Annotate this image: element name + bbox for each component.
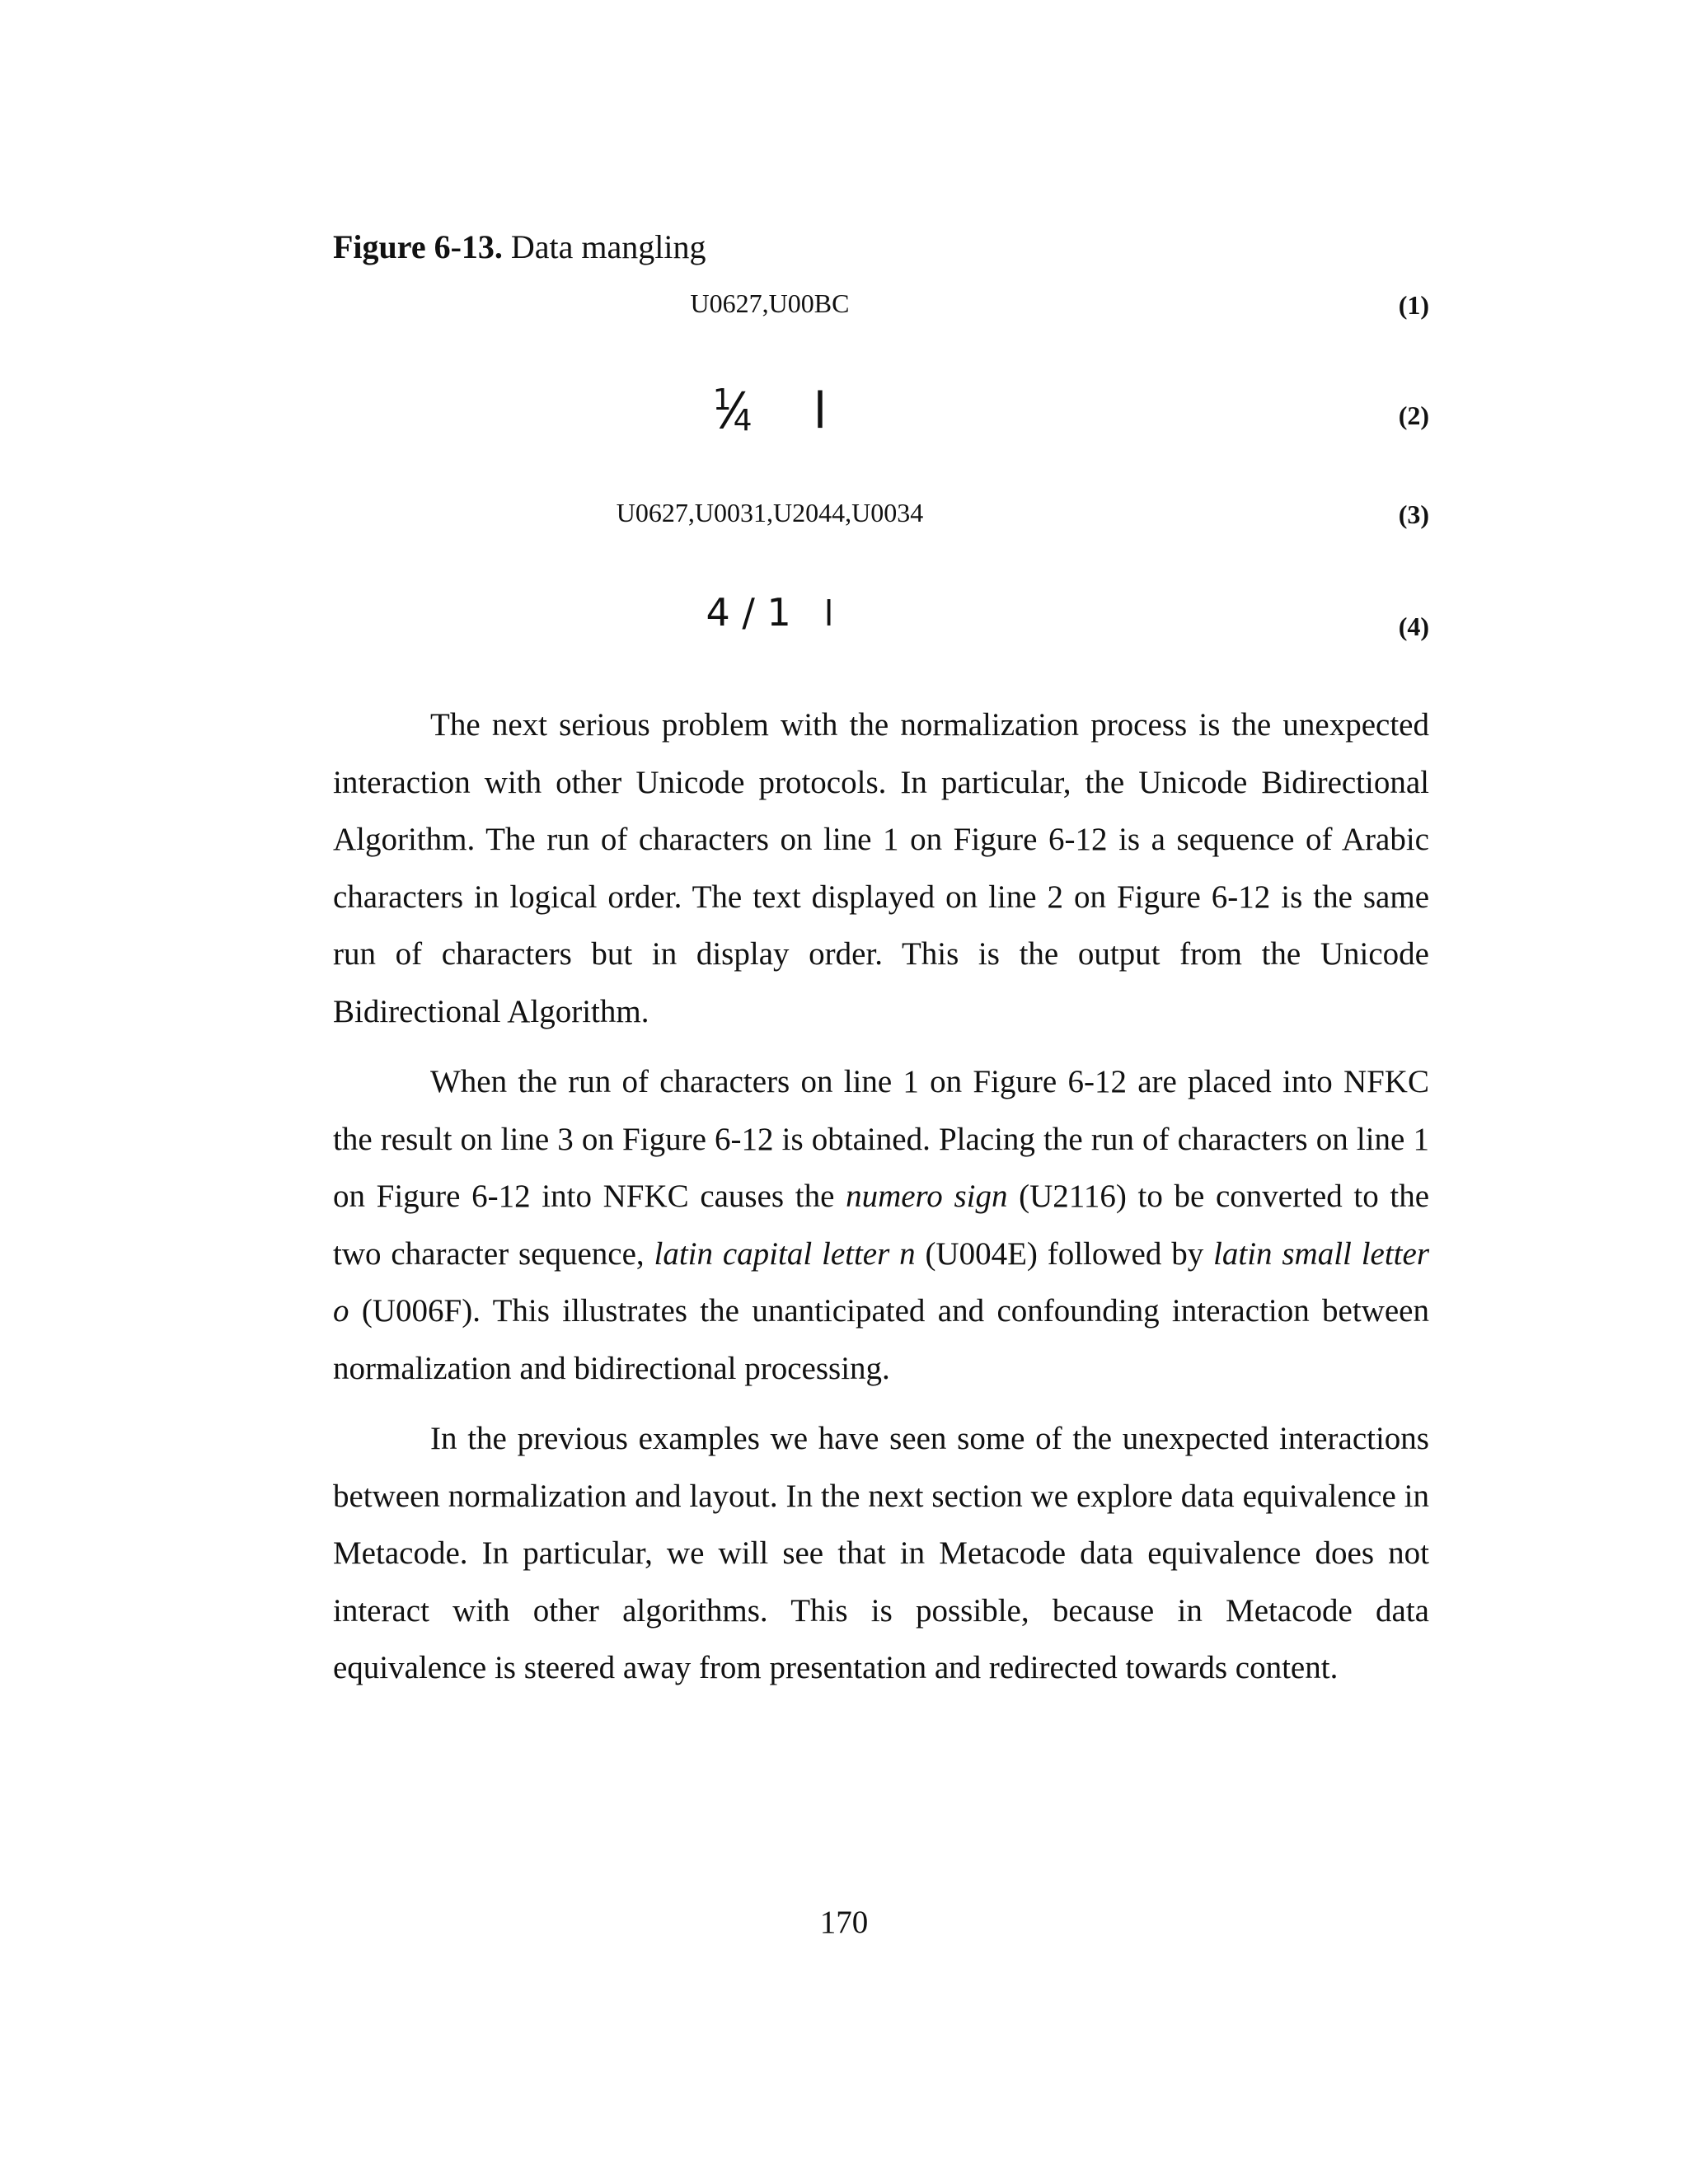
figure-caption [333,224,706,270]
decomposed-digits: 4 / 1 [706,590,791,635]
vulgar-fraction-glyph: $^1⁄_4$ [712,382,753,440]
paragraph-1: The next serious problem with the normalization process is the unexpected interaction with other Unicode protocols. In particular, the Unicode Bidirectional Algorithm. The run of characters on line 1 on Figure 6-12 is a sequence of Arabic characters in logical order. The text displayed on line 2 on Figure 6-12 is the same run of characters but in display order. This is the output from the Unicode Bidirectional Algorithm. [333,707,1429,1029]
figure-line-4 [333,587,1429,653]
line-number-1: (1) [1398,290,1429,320]
figure-label: Figure 6-13. [333,228,503,265]
code-sequence-1: U0627,U00BC [690,288,850,318]
paragraph-3: In the previous examples we have seen some of the unexpected interactions between normalization and layout. In the next section we explore data equivalence in Metacode. In particular, we will see that in Metacode data equivalence does not interact with other algorithms. This is possible, because in Metacode data equivalence is steered away from presentation and redirected towards content. [333,1421,1429,1685]
term-numero-sign: numero sign [846,1179,1008,1214]
line-number-4: (4) [1398,612,1429,641]
page-number: 170 [819,1905,869,1940]
figure-line-1 [333,282,1429,348]
body-text [333,696,1429,1710]
arabic-alef-glyph: ا [823,593,834,634]
line-number-3: (3) [1398,499,1429,529]
arabic-alef-glyph: ا [813,382,828,440]
rendered-glyphs-4 [333,590,1429,635]
term-latin-capital-n: latin capital letter n [654,1235,916,1272]
figure-line-3 [333,490,1429,555]
rendered-glyphs-2 [333,382,1429,440]
figure-title: Data mangling [510,228,706,265]
line-number-2: (2) [1398,401,1429,430]
term-latin-small-o: latin small letter o [333,1235,1430,1329]
paragraph-2: When the run of characters on line 1 on Figure 6-12 are placed into NFKC the result on line 3 on Figure 6-12 is obtained. Placing the run of characters on line 1 on Figure 6-12 into NFKC causes the numero sign (U2116) to be converted to the two character sequence, latin capital letter n (U004E) followed by latin small letter o (U006F). This illustrates the unanticipated and confounding interaction between normalization and bidirectional processing. [333,1064,1430,1386]
figure-line-2 [333,379,1429,445]
code-sequence-3: U0627,U0031,U2044,U0034 [616,498,924,527]
